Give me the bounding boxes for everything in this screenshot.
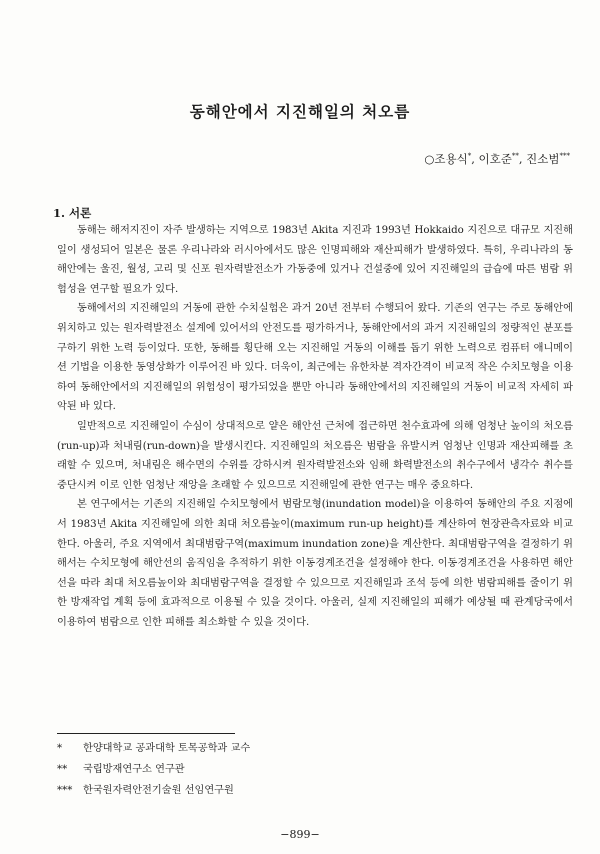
author-1-mark: * xyxy=(467,152,472,161)
footnote-item xyxy=(57,759,557,780)
footnote-mark: ** xyxy=(57,764,68,775)
author-2: 이호준 xyxy=(478,152,512,166)
footnote-item xyxy=(57,780,557,801)
author-separator: , xyxy=(518,152,527,166)
author-separator: , xyxy=(471,152,479,166)
footnote-text: 국립방재연구소 연구관 xyxy=(83,764,185,775)
body-text xyxy=(57,221,573,632)
author-line xyxy=(424,151,570,167)
paragraph: 본 연구에서는 기존의 지진해일 수치모형에서 범람모형(inundation model)을 이용하여 동해안의 주요 지점에서 1983년 Akita 지진해일에 의한 최대 처오름높이(maximum run-up height)를 계산하여 현장관측자료와 비교한다. 아울러, 주요 지역에서 최대범람구역(maximum inundation zone)을 계산한다. 최대범람구역을 결정하기 위해서는 수치모형에 해안선의 움직임을 추적하기 위한 이동경계조건을 설정해야 한다. 이동경계조건을 사용하면 해안선을 따라 최대 처오름높이와 최대범람구역을 결정할 수 있으므로 지진해일과 조석 등에 의한 범람피해를 줄이기 위한 방재작업 계획 등에 효과적으로 이용될 수 있을 것이다. 아울러, 실제 지진해일의 피해가 예상될 때 관계당국에서 이용하여 범람으로 인한 피해를 최소화할 수 있을 것이다. xyxy=(57,499,573,628)
footnote-text: 한양대학교 공과대학 토목공학과 교수 xyxy=(83,743,251,754)
paragraph: 일반적으로 지진해일이 수심이 상대적으로 얕은 해안선 근처에 접근하면 천수효과에 의해 엄청난 높이의 처오름(run-up)과 처내림(run-down)을 발생시킨다. 지진해일의 처오름은 범람을 유발시켜 엄청난 인명과 재산피해를 초래할 수 있으며, 처내림은 해수면의 수위를 강하시켜 원자력발전소와 임해 화력발전소의 취수구에서 냉각수 취수를 중단시켜 이로 인한 엄청난 재앙을 초래할 수 있으므로 지진해일에 관한 연구는 매우 중요하다. xyxy=(57,420,573,491)
footnotes xyxy=(57,738,557,801)
footnote-item xyxy=(57,738,557,759)
footnote-mark: *** xyxy=(57,785,73,796)
footnote-mark: * xyxy=(57,743,63,754)
author-3: 진소범 xyxy=(526,152,560,166)
page-number: −899− xyxy=(280,828,320,841)
footnote-text: 한국원자력안전기술원 선임연구원 xyxy=(83,785,234,796)
paper-title: 동해안에서 지진해일의 처오름 xyxy=(189,102,411,121)
author-1: ○조용식 xyxy=(424,152,468,166)
paragraph: 동해에서의 지진해일의 거동에 관한 수치실험은 과거 20년 전부터 수행되어 왔다. 기존의 연구는 주로 동해안에 위치하고 있는 원자력발전소 설계에 있어서의 안전도를 평가하거나, 동해안에서의 과거 지진해일의 정량적인 분포를 구하기 위한 노력 등이었다. 또한, 동해를 횡단해 오는 지진해일 거동의 이해를 돕기 위한 노력으로 컴퓨터 애니메이션 기법을 이용한 동영상화가 이루어진 바 있다. 더욱이, 최근에는 유한차분 격자간격이 비교적 작은 수치모형을 이용하여 동해안에서의 지진해일의 위험성이 평가되었을 뿐만 아니라 동해안에서의 지진해일의 거동이 비교적 자세히 파악된 바 있다. xyxy=(57,303,573,413)
section-heading: 1. 서론 xyxy=(53,206,92,220)
paragraph: 동해는 해저지진이 자주 발생하는 지역으로 1983년 Akita 지진과 1993년 Hokkaido 지진으로 대규모 지진해일이 생성되어 일본은 물론 우리나라와 러시아에서도 많은 인명피해와 재산피해가 발생하였다. 특히, 우리나라의 동해안에는 울진, 월성, 고리 및 신포 원자력발전소가 가동중에 있거나 건설중에 있어 지진해일의 급습에 따른 범람 위험성을 연구할 필요가 있다. xyxy=(57,225,573,295)
footnote-divider xyxy=(57,733,235,734)
author-3-mark: *** xyxy=(559,152,570,161)
author-2-mark: ** xyxy=(511,152,519,161)
